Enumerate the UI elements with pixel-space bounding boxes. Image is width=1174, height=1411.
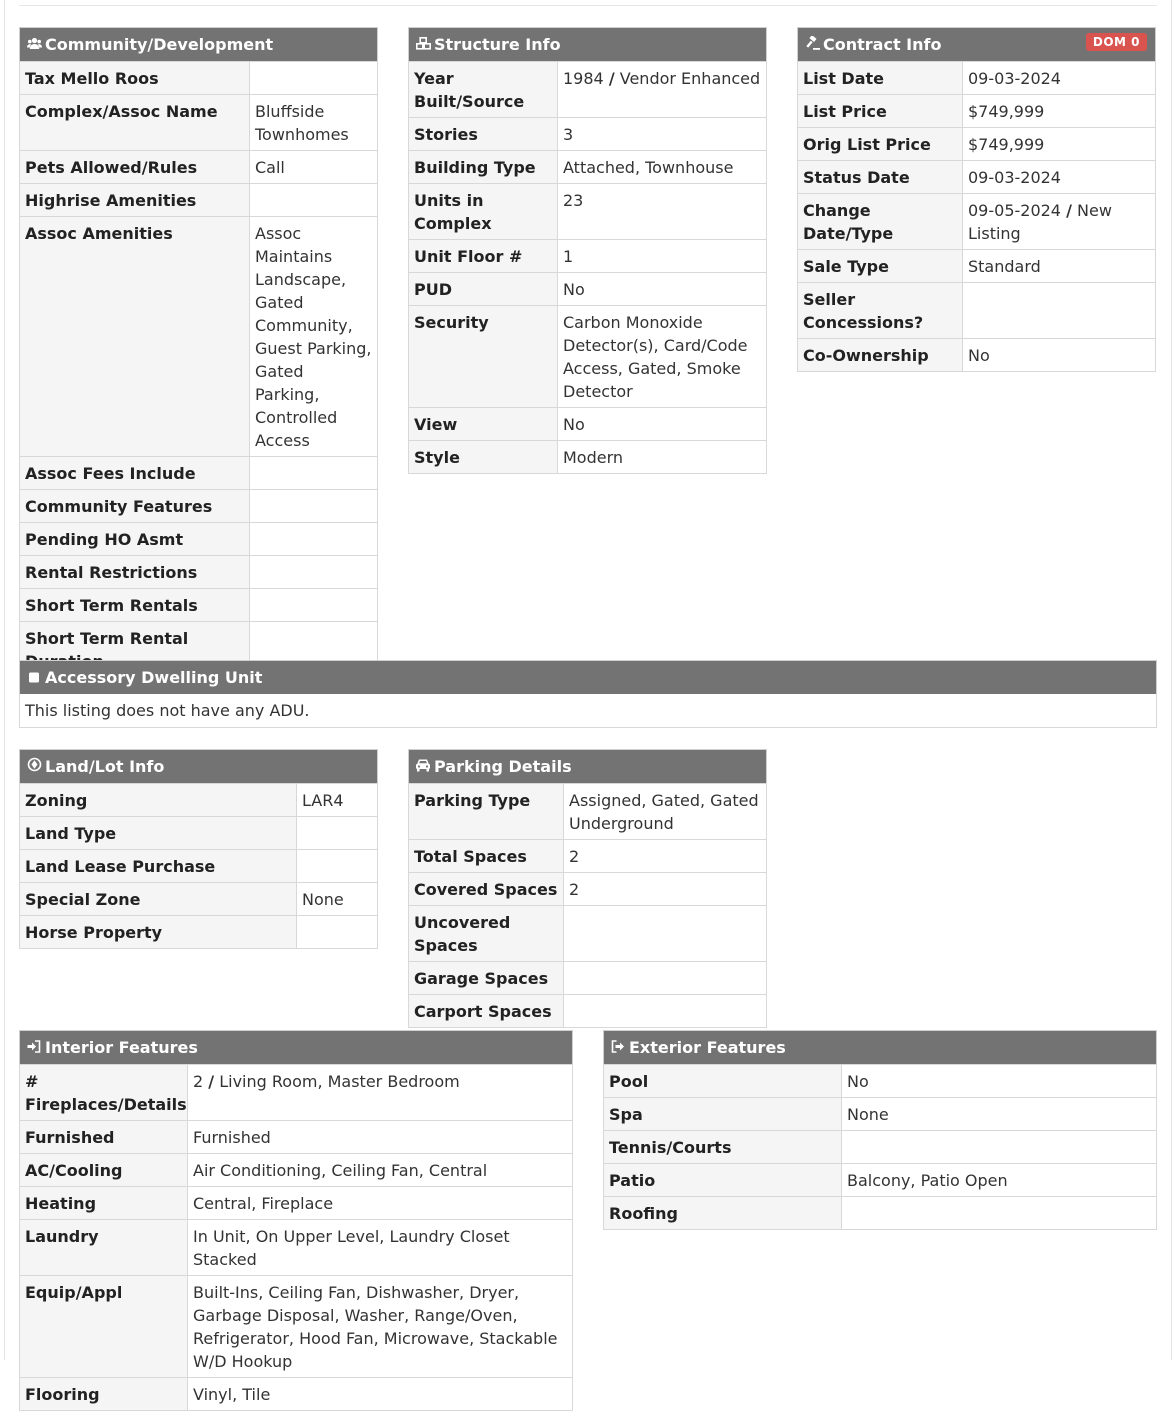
square-icon: [26, 663, 42, 697]
table-row: [20, 151, 378, 184]
table-row: [20, 784, 378, 817]
row-value: 3: [558, 118, 767, 151]
table-row: [20, 556, 378, 589]
users-icon: [26, 30, 42, 64]
row-value: No: [963, 339, 1156, 372]
row-label: Security: [409, 306, 558, 408]
contract-rows-a: [798, 62, 1156, 194]
row-label: Garage Spaces: [409, 962, 564, 995]
row-value: [564, 995, 767, 1028]
contract-panel: [797, 27, 1156, 372]
row-value: Standard: [963, 250, 1156, 283]
contract-change-row: [798, 194, 1156, 250]
table-row: [20, 1378, 573, 1411]
table-row: [409, 441, 767, 474]
row-label: Short Term Rentals: [20, 589, 250, 622]
adu-panel-title: Accessory Dwelling Unit: [45, 668, 263, 687]
contract-panel-header: [797, 27, 1156, 61]
land-rows: [20, 784, 378, 949]
change-type: New Listing: [968, 201, 1112, 243]
interior-table: [19, 1064, 573, 1411]
table-row: [20, 1276, 573, 1378]
separator: /: [208, 1072, 215, 1091]
row-label: Status Date: [798, 161, 963, 194]
row-label: Orig List Price: [798, 128, 963, 161]
row-value: [297, 916, 378, 949]
table-row: [409, 151, 767, 184]
table-row: [409, 840, 767, 873]
interior-panel-title: Interior Features: [45, 1038, 198, 1057]
row-value: [250, 457, 378, 490]
row-value: Bluffside Townhomes: [250, 95, 378, 151]
dom-badge: DOM 0: [1086, 33, 1147, 51]
row-label: # Fireplaces/Details: [20, 1065, 188, 1121]
table-row: [20, 589, 378, 622]
community-table: [19, 61, 378, 678]
table-row: [798, 194, 1156, 250]
row-label: Unit Floor #: [409, 240, 558, 273]
table-row: [20, 217, 378, 457]
row-value: Attached, Townhouse: [558, 151, 767, 184]
exterior-rows: [604, 1065, 1157, 1230]
row-label: Building Type: [409, 151, 558, 184]
land-panel: [19, 749, 378, 949]
row-label: View: [409, 408, 558, 441]
structure-panel: [408, 27, 767, 474]
row-label: Assoc Fees Include: [20, 457, 250, 490]
table-row: [409, 962, 767, 995]
row-value: No: [558, 273, 767, 306]
row-label: List Price: [798, 95, 963, 128]
community-panel-header: [19, 27, 378, 61]
exterior-panel-header: [603, 1030, 1157, 1064]
table-row: [604, 1197, 1157, 1230]
row-label: Sale Type: [798, 250, 963, 283]
parking-rows: [409, 784, 767, 1028]
row-label: Land Type: [20, 817, 297, 850]
table-row: [798, 250, 1156, 283]
row-value: Carbon Monoxide Detector(s), Card/Code Access, Gated, Smoke Detector: [558, 306, 767, 408]
row-value: $749,999: [963, 95, 1156, 128]
table-row: [20, 62, 378, 95]
separator: /: [608, 69, 615, 88]
row-label: Highrise Amenities: [20, 184, 250, 217]
table-row: [409, 273, 767, 306]
row-value: [297, 817, 378, 850]
interior-panel-header: [19, 1030, 573, 1064]
table-row: [604, 1065, 1157, 1098]
table-row: [409, 62, 767, 118]
row-label: PUD: [409, 273, 558, 306]
row-value: Balcony, Patio Open: [842, 1164, 1157, 1197]
interior-rows: [20, 1065, 573, 1411]
row-value: 1: [558, 240, 767, 273]
table-row: [20, 1121, 573, 1154]
row-label: Rental Restrictions: [20, 556, 250, 589]
row-label: Carport Spaces: [409, 995, 564, 1028]
row-label: Parking Type: [409, 784, 564, 840]
row-label: Patio: [604, 1164, 842, 1197]
row-value: Modern: [558, 441, 767, 474]
parking-table: [408, 783, 767, 1028]
row-label: Roofing: [604, 1197, 842, 1230]
table-row: [20, 523, 378, 556]
row-value: [250, 523, 378, 556]
table-row: [20, 184, 378, 217]
row-label: Co-Ownership: [798, 339, 963, 372]
row-label: Units in Complex: [409, 184, 558, 240]
row-value: [842, 1197, 1157, 1230]
sign-out-icon: [610, 1033, 626, 1067]
community-panel: [19, 27, 378, 678]
parking-panel-header: [408, 749, 767, 783]
contract-panel-title: Contract Info: [823, 35, 942, 54]
row-label: Horse Property: [20, 916, 297, 949]
structure-table: [408, 61, 767, 474]
row-value: None: [297, 883, 378, 916]
table-row: [20, 817, 378, 850]
table-row: [409, 906, 767, 962]
year-built: 1984: [563, 69, 604, 88]
row-value: [250, 556, 378, 589]
fireplace-count: 2: [193, 1072, 204, 1091]
table-row: [798, 62, 1156, 95]
change-date: 09-05-2024: [968, 201, 1061, 220]
row-label: Change Date/Type: [798, 194, 963, 250]
table-row: [20, 1220, 573, 1276]
row-label: Pool: [604, 1065, 842, 1098]
table-row: [798, 95, 1156, 128]
row-value: Central, Fireplace: [188, 1187, 573, 1220]
row-label: Complex/Assoc Name: [20, 95, 250, 151]
row-label: Style: [409, 441, 558, 474]
row-value: Built-Ins, Ceiling Fan, Dishwasher, Dryer, Garbage Disposal, Washer, Range/Oven, Refrigerator, Hood Fan, Microwave, Stackable W/D Hookup: [188, 1276, 573, 1378]
row-value: No: [842, 1065, 1157, 1098]
row-value: [188, 1065, 573, 1121]
row-label: Pets Allowed/Rules: [20, 151, 250, 184]
table-row: [20, 457, 378, 490]
row-label: Tennis/Courts: [604, 1131, 842, 1164]
table-row: [20, 1187, 573, 1220]
car-icon: [415, 752, 431, 786]
contract-rows-b: [798, 250, 1156, 372]
table-row: [20, 1154, 573, 1187]
row-value: [250, 589, 378, 622]
row-value: [250, 62, 378, 95]
table-row: [20, 1065, 573, 1121]
row-value: [250, 490, 378, 523]
row-value: None: [842, 1098, 1157, 1131]
land-panel-header: [19, 749, 378, 783]
gavel-icon: [804, 30, 820, 64]
row-value: 09-03-2024: [963, 62, 1156, 95]
row-label: Year Built/Source: [409, 62, 558, 118]
row-label: Stories: [409, 118, 558, 151]
table-row: [409, 408, 767, 441]
row-value: Assoc Maintains Landscape, Gated Community, Guest Parking, Gated Parking, Controlled Access: [250, 217, 378, 457]
row-label: Spa: [604, 1098, 842, 1131]
row-label: Equip/Appl: [20, 1276, 188, 1378]
table-row: [409, 784, 767, 840]
row-label: Laundry: [20, 1220, 188, 1276]
row-value: In Unit, On Upper Level, Laundry Closet Stacked: [188, 1220, 573, 1276]
row-value: [564, 906, 767, 962]
table-row: [798, 161, 1156, 194]
row-value: [963, 283, 1156, 339]
structure-panel-header: [408, 27, 767, 61]
row-value: [297, 850, 378, 883]
row-value: [558, 62, 767, 118]
table-row: [604, 1164, 1157, 1197]
row-value: 2: [564, 840, 767, 873]
table-row: [798, 339, 1156, 372]
row-label: Special Zone: [20, 883, 297, 916]
table-row: [409, 118, 767, 151]
table-row: [604, 1098, 1157, 1131]
separator: /: [1066, 201, 1072, 220]
parking-panel-title: Parking Details: [434, 757, 572, 776]
row-label: Community Features: [20, 490, 250, 523]
cubes-icon: [415, 30, 431, 64]
exterior-panel: [603, 1030, 1157, 1230]
row-value: 23: [558, 184, 767, 240]
row-value: LAR4: [297, 784, 378, 817]
row-label: List Date: [798, 62, 963, 95]
top-divider: [19, 5, 1157, 6]
row-value: Assigned, Gated, Gated Underground: [564, 784, 767, 840]
table-row: [20, 490, 378, 523]
table-row: [409, 240, 767, 273]
row-value: $749,999: [963, 128, 1156, 161]
table-row: [409, 306, 767, 408]
row-label: Assoc Amenities: [20, 217, 250, 457]
row-label: Flooring: [20, 1378, 188, 1411]
row-label: Heating: [20, 1187, 188, 1220]
row-value: [963, 194, 1156, 250]
row-label: Total Spaces: [409, 840, 564, 873]
structure-rows: [409, 62, 767, 474]
row-value: 2: [564, 873, 767, 906]
table-row: [20, 95, 378, 151]
land-table: [19, 783, 378, 949]
interior-panel: [19, 1030, 573, 1411]
structure-panel-title: Structure Info: [434, 35, 561, 54]
row-label: Zoning: [20, 784, 297, 817]
sign-in-icon: [26, 1033, 42, 1067]
row-value: [250, 184, 378, 217]
adu-text: This listing does not have any ADU.: [19, 694, 1157, 728]
row-value: Vinyl, Tile: [188, 1378, 573, 1411]
table-row: [20, 850, 378, 883]
contract-table: [797, 61, 1156, 372]
exterior-panel-title: Exterior Features: [629, 1038, 786, 1057]
community-rows: [20, 62, 378, 678]
row-label: Pending HO Asmt: [20, 523, 250, 556]
row-value: Call: [250, 151, 378, 184]
table-row: [798, 128, 1156, 161]
table-row: [20, 916, 378, 949]
row-label: Furnished: [20, 1121, 188, 1154]
fireplace-details: Living Room, Master Bedroom: [219, 1072, 460, 1091]
row-value: 09-03-2024: [963, 161, 1156, 194]
row-label: Uncovered Spaces: [409, 906, 564, 962]
land-panel-title: Land/Lot Info: [45, 757, 165, 776]
row-value: Furnished: [188, 1121, 573, 1154]
year-source: Vendor Enhanced: [619, 69, 761, 88]
table-row: [409, 184, 767, 240]
row-label: Tax Mello Roos: [20, 62, 250, 95]
row-label: AC/Cooling: [20, 1154, 188, 1187]
table-row: [798, 283, 1156, 339]
adu-panel-header: [19, 660, 1157, 694]
exterior-table: [603, 1064, 1157, 1230]
table-row: [604, 1131, 1157, 1164]
table-row: [409, 995, 767, 1028]
community-panel-title: Community/Development: [45, 35, 274, 54]
row-value: [842, 1131, 1157, 1164]
row-label: Covered Spaces: [409, 873, 564, 906]
row-label: Land Lease Purchase: [20, 850, 297, 883]
row-label: Short Term Rental: [20, 622, 250, 678]
parking-panel: [408, 749, 767, 1028]
row-value: No: [558, 408, 767, 441]
adu-panel: [19, 660, 1157, 728]
compass-icon: [26, 752, 42, 786]
table-row: [409, 873, 767, 906]
row-value: [564, 962, 767, 995]
row-value: Air Conditioning, Ceiling Fan, Central: [188, 1154, 573, 1187]
row-label: Seller Concessions?: [798, 283, 963, 339]
table-row: [20, 883, 378, 916]
